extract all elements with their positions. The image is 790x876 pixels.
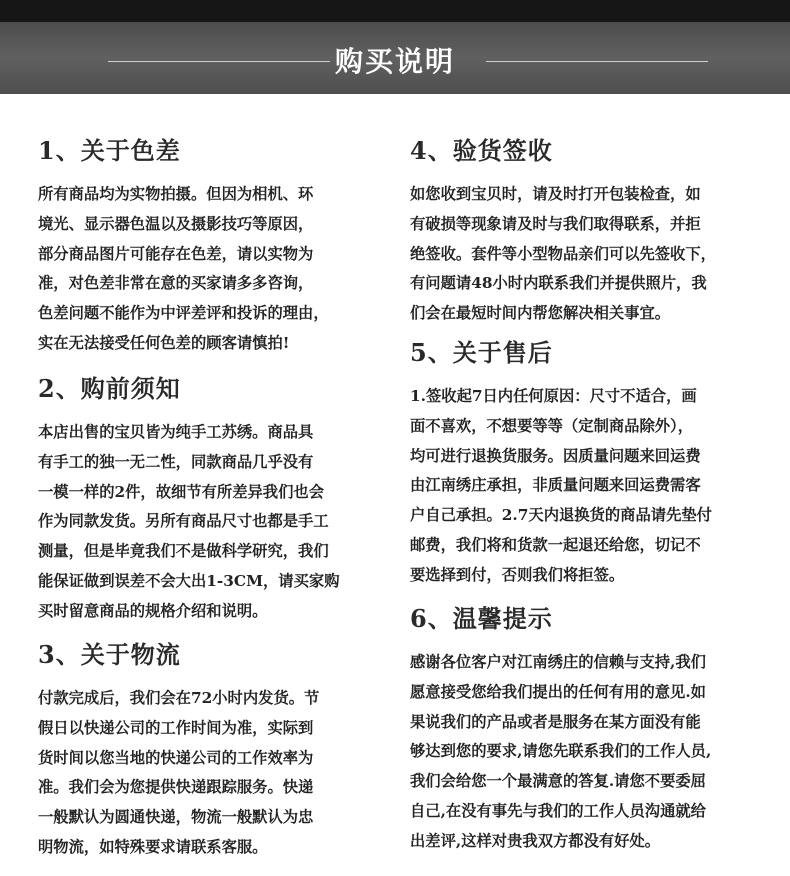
content-area [0,94,790,876]
section-pre-purchase [38,372,340,627]
banner-divider-right [486,61,708,62]
section-heading: 4、验货签收 [410,136,553,165]
section-body: 付款完成后，我们会在72小时内发货。节 假日以快递公司的工作时间为准，实际到 货时间以您当地的快递公司的工作效率为 准。我们会为您提供快递跟踪服务。快递 一般默认为圆通快递，物流一般默认为忠 明物流，如特殊要求请联系客服。 [38,689,320,856]
section-color-difference [38,134,329,359]
section-after-sales [410,336,712,591]
section-body: 如您收到宝贝时，请及时打开包装检查，如 有破损等现象请及时与我们取得联系，并拒 绝签收。套件等小型物品亲们可以先签收下， 有问题请48小时内联系我们并提供照片，我 们会在最短时间内帮您解决相关事宜。 [410,185,716,323]
section-heading: 5、关于售后 [410,338,553,367]
section-body: 感谢各位客户对江南绣庄的信赖与支持,我们 愿意接受您给我们提出的任何有用的意见.如 果说我们的产品或者是服务在某方面没有能 够达到您的要求,请您先联系我们的工作人员, 我们会给您一个最满意的答复.请您不要委屈 自己,在没有事先与我们的工作人员沟通就给 出差评,这样对贵我双方都没有好处。 [410,653,712,850]
section-body: 1.签收起7日内任何原因：尺寸不适合，画 面不喜欢，不想要等等（定制商品除外）， 均可进行退换货服务。因质量问题来回运费 由江南绣庄承担，非质量问题来回运费需客 户自己承担。2.7天内退换货的商品请先垫付 邮费，我们将和货款一起退还给您，切记不 要选择到付，否则我们将拒签。 [410,387,712,584]
section-heading: 3、关于物流 [38,640,181,669]
page-title: 购买说明 [334,45,455,78]
section-heading: 1、关于色差 [38,136,181,165]
section-inspection [410,134,716,329]
section-body: 本店出售的宝贝皆为纯手工苏绣。商品具 有手工的独一无二性，同款商品几乎没有 一模一样的2件，故细节有所差异我们也会 作为同款发货。另所有商品尺寸也都是手工 测量，但是毕竟我们不是做科学研究，我们 能保证做到误差不会大出1-3CM，请买家购 买时留意商品的规格介绍和说明。 [38,423,340,620]
section-heading: 2、购前须知 [38,374,181,403]
section-heading: 6、温馨提示 [410,604,553,633]
section-logistics [38,638,319,863]
header-banner [0,22,790,94]
section-tips [410,602,711,857]
section-body: 所有商品均为实物拍摄。但因为相机、环 境光、显示器色温以及摄影技巧等原因， 部分商品图片可能存在色差，请以实物为 准，对色差非常在意的买家请多多咨询， 色差问题不能作为中评差评和投诉的理由， 实在无法接受任何色差的顾客请慎拍! [38,185,329,352]
banner-divider-left [108,61,330,62]
top-bar [0,0,790,22]
